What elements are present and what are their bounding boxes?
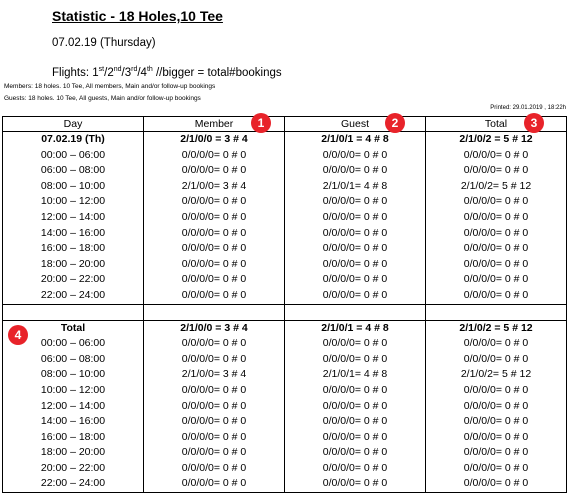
total-cell: 2/1/0/2 = 5 # 12 [426,320,567,336]
table-row [3,163,567,179]
total-cell: 0/0/0/0= 0 # 0 [426,476,567,492]
spacer-cell [285,304,426,320]
total-cell: 0/0/0/0= 0 # 0 [426,194,567,210]
guest-cell: 0/0/0/0= 0 # 0 [285,352,426,368]
day-cell: 10:00 – 12:00 [3,383,144,399]
guest-cell: 2/1/0/1= 4 # 8 [285,179,426,195]
day-cell: 18:00 – 20:00 [3,445,144,461]
member-cell: 0/0/0/0= 0 # 0 [144,414,285,430]
day-cell: 16:00 – 18:00 [3,241,144,257]
member-cell: 0/0/0/0= 0 # 0 [144,383,285,399]
spacer-cell [144,304,285,320]
statistics-table [2,116,567,493]
table-row [3,430,567,446]
table-row [3,383,567,399]
total-cell: 0/0/0/0= 0 # 0 [426,272,567,288]
total-cell: 0/0/0/0= 0 # 0 [426,163,567,179]
day-cell: 22:00 – 24:00 [3,288,144,304]
guest-cell: 0/0/0/0= 0 # 0 [285,226,426,242]
total-cell: 0/0/0/0= 0 # 0 [426,336,567,352]
member-cell: 0/0/0/0= 0 # 0 [144,257,285,273]
total-cell: 0/0/0/0= 0 # 0 [426,241,567,257]
table-row [3,367,567,383]
members-note: Members: 18 holes. 10 Tee, All members, Main and/or follow-up bookings [4,83,216,90]
table-row [3,414,567,430]
total-cell: 0/0/0/0= 0 # 0 [426,414,567,430]
member-cell: 0/0/0/0= 0 # 0 [144,399,285,415]
table-row [3,399,567,415]
header-day: Day [3,117,144,132]
table-row [3,445,567,461]
day-cell: 22:00 – 24:00 [3,476,144,492]
total-cell: 0/0/0/0= 0 # 0 [426,383,567,399]
guest-cell: 0/0/0/0= 0 # 0 [285,257,426,273]
day-cell: 20:00 – 22:00 [3,461,144,477]
member-cell: 0/0/0/0= 0 # 0 [144,476,285,492]
total-cell: 0/0/0/0= 0 # 0 [426,257,567,273]
member-cell: 0/0/0/0= 0 # 0 [144,194,285,210]
table-row [3,461,567,477]
day-cell: 08:00 – 10:00 [3,367,144,383]
member-cell: 0/0/0/0= 0 # 0 [144,445,285,461]
total-cell: 0/0/0/0= 0 # 0 [426,226,567,242]
table-summary-row [3,320,567,336]
guest-cell: 0/0/0/0= 0 # 0 [285,383,426,399]
total-cell: 0/0/0/0= 0 # 0 [426,445,567,461]
member-cell: 0/0/0/0= 0 # 0 [144,288,285,304]
day-cell: 18:00 – 20:00 [3,257,144,273]
table-row [3,194,567,210]
day-cell: 14:00 – 16:00 [3,414,144,430]
table-row [3,210,567,226]
table-body [3,132,567,493]
guest-cell: 0/0/0/0= 0 # 0 [285,241,426,257]
total-cell: 2/1/0/2= 5 # 12 [426,367,567,383]
guest-cell: 0/0/0/0= 0 # 0 [285,399,426,415]
table-row [3,288,567,304]
printed-timestamp: Printed: 29.01.2019 , 18:22h [490,105,566,111]
member-cell: 0/0/0/0= 0 # 0 [144,163,285,179]
table-header-row [3,117,567,132]
member-cell: 0/0/0/0= 0 # 0 [144,210,285,226]
guest-cell: 2/1/0/1 = 4 # 8 [285,132,426,148]
table-row [3,352,567,368]
guest-cell: 0/0/0/0= 0 # 0 [285,430,426,446]
table-row [3,272,567,288]
table-row [3,241,567,257]
header-member: Member [144,117,285,132]
guest-cell: 0/0/0/0= 0 # 0 [285,445,426,461]
member-cell: 2/1/0/0 = 3 # 4 [144,320,285,336]
flights-legend: Flights: 1st/2nd/3rd/4th //bigger = total#bookings [52,66,282,79]
table-row [3,226,567,242]
day-cell: 12:00 – 14:00 [3,210,144,226]
annotation-badge-4: 4 [8,325,28,345]
day-cell: 08:00 – 10:00 [3,179,144,195]
guest-cell: 0/0/0/0= 0 # 0 [285,414,426,430]
member-cell: 0/0/0/0= 0 # 0 [144,241,285,257]
guest-cell: 0/0/0/0= 0 # 0 [285,272,426,288]
guest-cell: 2/1/0/1= 4 # 8 [285,367,426,383]
guest-cell: 0/0/0/0= 0 # 0 [285,148,426,164]
day-cell: 06:00 – 08:00 [3,352,144,368]
member-cell: 2/1/0/0= 3 # 4 [144,179,285,195]
member-cell: 0/0/0/0= 0 # 0 [144,272,285,288]
table-row [3,476,567,492]
document-date: 07.02.19 (Thursday) [52,37,156,49]
guest-cell: 0/0/0/0= 0 # 0 [285,476,426,492]
table-summary-row [3,132,567,148]
total-cell: 0/0/0/0= 0 # 0 [426,461,567,477]
annotation-badge-1: 1 [251,113,271,133]
day-cell: 06:00 – 08:00 [3,163,144,179]
member-cell: 0/0/0/0= 0 # 0 [144,226,285,242]
guest-cell: 0/0/0/0= 0 # 0 [285,288,426,304]
day-cell: 16:00 – 18:00 [3,430,144,446]
document-title: Statistic - 18 Holes,10 Tee [52,8,223,24]
day-cell: 10:00 – 12:00 [3,194,144,210]
table-row [3,148,567,164]
member-cell: 0/0/0/0= 0 # 0 [144,336,285,352]
member-cell: 0/0/0/0= 0 # 0 [144,352,285,368]
day-cell: 12:00 – 14:00 [3,399,144,415]
table-row [3,257,567,273]
total-cell: 0/0/0/0= 0 # 0 [426,399,567,415]
guest-cell: 0/0/0/0= 0 # 0 [285,336,426,352]
guest-cell: 0/0/0/0= 0 # 0 [285,461,426,477]
day-cell: 00:00 – 06:00 [3,148,144,164]
guest-cell: 2/1/0/1 = 4 # 8 [285,320,426,336]
total-cell: 0/0/0/0= 0 # 0 [426,288,567,304]
spacer-cell [3,304,144,320]
header-guest: Guest [285,117,426,132]
day-cell: 00:00 – 06:00 [3,336,144,352]
spacer-cell [426,304,567,320]
total-cell: 0/0/0/0= 0 # 0 [426,148,567,164]
total-cell: 2/1/0/2 = 5 # 12 [426,132,567,148]
total-cell: 2/1/0/2= 5 # 12 [426,179,567,195]
day-cell: Total [3,320,144,336]
guest-cell: 0/0/0/0= 0 # 0 [285,163,426,179]
day-cell: 14:00 – 16:00 [3,226,144,242]
day-cell: 07.02.19 (Th) [3,132,144,148]
guests-note: Guests: 18 holes. 10 Tee, All guests, Main and/or follow-up bookings [4,95,201,102]
total-cell: 0/0/0/0= 0 # 0 [426,430,567,446]
annotation-badge-2: 2 [385,113,405,133]
annotation-badge-3: 3 [524,113,544,133]
member-cell: 2/1/0/0 = 3 # 4 [144,132,285,148]
member-cell: 0/0/0/0= 0 # 0 [144,430,285,446]
day-cell: 20:00 – 22:00 [3,272,144,288]
table-row [3,336,567,352]
total-cell: 0/0/0/0= 0 # 0 [426,352,567,368]
table-spacer-row [3,304,567,320]
table-row [3,179,567,195]
member-cell: 2/1/0/0= 3 # 4 [144,367,285,383]
guest-cell: 0/0/0/0= 0 # 0 [285,194,426,210]
total-cell: 0/0/0/0= 0 # 0 [426,210,567,226]
member-cell: 0/0/0/0= 0 # 0 [144,461,285,477]
member-cell: 0/0/0/0= 0 # 0 [144,148,285,164]
header-total: Total [426,117,567,132]
guest-cell: 0/0/0/0= 0 # 0 [285,210,426,226]
